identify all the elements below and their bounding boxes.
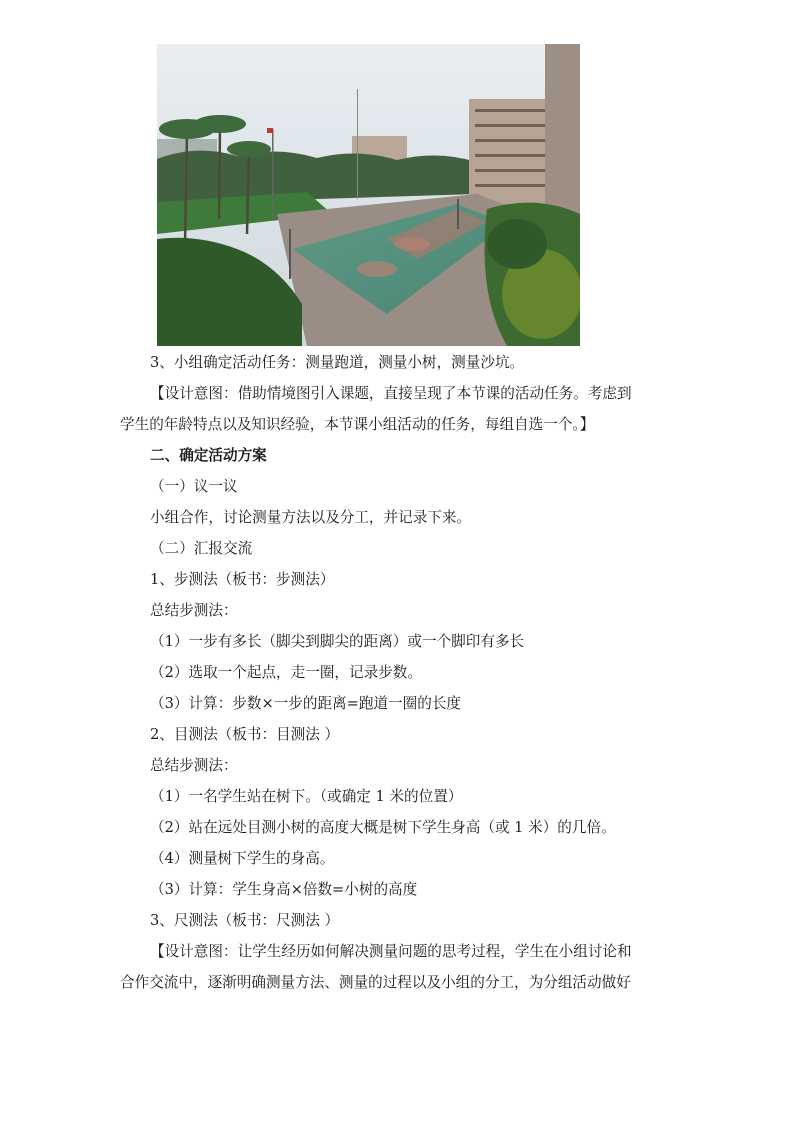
visual-item-3: （3）计算：学生身高×倍数=小树的高度 (150, 881, 418, 898)
summary-label-2: 总结步测法： (150, 757, 238, 774)
step-item-1: （1）一步有多长（脚尖到脚尖的距离）或一个脚印有多长 (150, 633, 525, 650)
step-method-heading: 1、步测法（板书：步测法） (150, 571, 335, 588)
design-intent-line-2: 学生的年龄特点以及知识经验，本节课小组活动的任务，每组自选一个。】 (120, 416, 595, 433)
design-intent-2-line-2: 合作交流中，逐渐明确测量方法、测量的过程以及小组的分工，为分组活动做好 (120, 974, 631, 991)
activity-task-line: 3、小组确定活动任务：测量跑道，测量小树，测量沙坑。 (150, 354, 525, 371)
step-item-2: （2）选取一个起点，走一圈，记录步数。 (150, 664, 422, 681)
design-intent-2-line-1: 【设计意图：让学生经历如何解决测量问题的思考过程，学生在小组讨论和 (150, 943, 632, 960)
ruler-method-heading: 3、尺测法（板书：尺测法 ） (150, 912, 340, 929)
subsection-discuss: （一）议一议 (150, 478, 238, 495)
visual-item-4: （4）测量树下学生的身高。 (150, 850, 335, 867)
visual-item-1: （1）一名学生站在树下。（或确定 1 米的位置） (150, 788, 463, 805)
visual-item-2: （2）站在远处目测小树的高度大概是树下学生身高（或 1 米）的几倍。 (150, 819, 616, 836)
group-cooperation-line: 小组合作，讨论测量方法以及分工，并记录下来。 (150, 509, 472, 526)
step-item-3: （3）计算：步数×一步的距离=跑道一圈的长度 (150, 695, 462, 712)
section-heading: 二、确定活动方案 (150, 447, 267, 464)
school-campus-photo (157, 44, 580, 346)
summary-label-1: 总结步测法： (150, 602, 238, 619)
visual-method-heading: 2、目测法（板书：目测法 ） (150, 726, 340, 743)
design-intent-line-1: 【设计意图：借助情境图引入课题，直接呈现了本节课的活动任务。考虑到 (150, 385, 632, 402)
subsection-report: （二）汇报交流 (150, 540, 253, 557)
